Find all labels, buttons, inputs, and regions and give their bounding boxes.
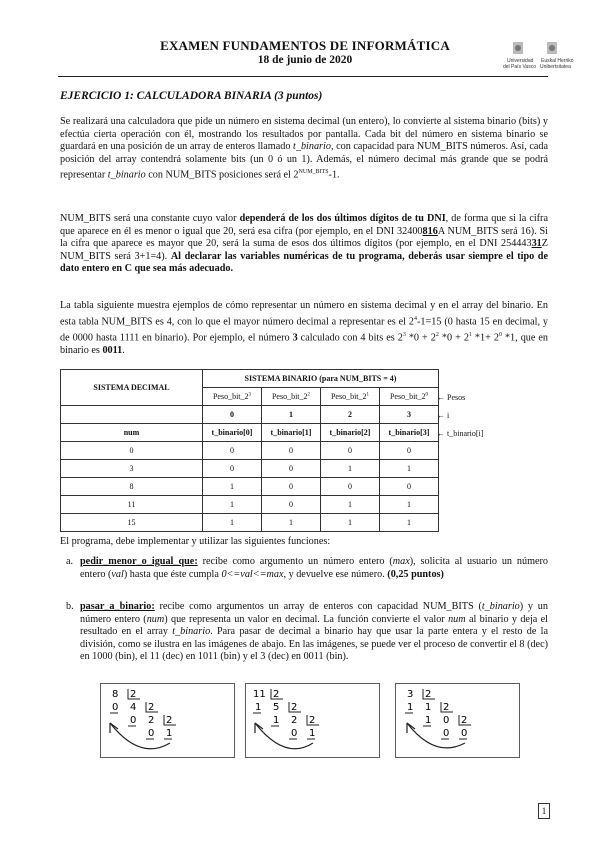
div11-d1: 2 (291, 702, 298, 713)
p1-g: -1. (328, 169, 340, 181)
item-b-t5: . Para pasar de decimal a binario hay que usar la parte entera y el resto de la división, como se ilustra en las imágenes de abajo. En las imágenes, se puede ver el proceso de convertir el 8 (dec) en 1000 (bin), el 11 (dec) en 1011 (bin) y el 3 (dec) en 0011 (bin). (80, 626, 548, 663)
p2-a: NUM_BITS será una constante cuyo valor (60, 213, 240, 224)
item-a-points: (0,25 puntos) (387, 568, 444, 580)
col-header: t_binario[3] (380, 424, 439, 442)
div3-n2: 0 (443, 715, 450, 726)
paragraph-num-bits (60, 213, 548, 276)
item-b-num: num (146, 613, 165, 625)
p2-c: , de forma que si la cifra que aparece en él es menor o igual que 20, será esa cifra (por ejemplo, en el DNI 32400 (60, 213, 548, 237)
div8-n2: 2 (148, 715, 155, 726)
p2-h: Al declarar las variables numéricas de tu programa, deberás usar siempre el tipo de dato entero en C que sea más adecuado. (60, 250, 548, 275)
div11-arrow-icon (255, 723, 316, 749)
table-row (61, 460, 439, 478)
university-logo (493, 40, 593, 70)
p1-f: NUM_BITS (298, 169, 329, 176)
div3-n1: 1 (425, 702, 432, 713)
num-cell: 8 (61, 478, 203, 496)
table-row (61, 514, 439, 532)
bit-cell: 0 (203, 460, 262, 478)
p1-a: Se realizará una calculadora que pide un número en sistema decimal (un entero), lo convierte al sistema binario (bits) y efectúa cierta operación con él, mostrando los resultados por pantalla. Cada bit del número en sistema binario se guardará en una posición de un array de enteros llamado (60, 116, 548, 153)
empty-cell (61, 406, 203, 424)
weight-cell (203, 388, 262, 406)
logo-text-4: Unibertsitatea (540, 64, 571, 70)
weight-exp: 0 (425, 392, 429, 398)
item-a-val: val (111, 568, 124, 580)
bit-cell: 1 (380, 496, 439, 514)
div8-n1: 4 (130, 702, 137, 713)
div11-n0: 11 (253, 689, 266, 700)
weight-exp: 1 (366, 392, 370, 398)
division-diagram-3 (395, 683, 520, 758)
exercise-title: EJERCICIO 1: CALCULADORA BINARIA (3 puntos) (60, 90, 323, 102)
bit-cell: 1 (321, 514, 380, 532)
p3-f: *0 + 2 (438, 331, 469, 343)
div8-r1: 0 (130, 715, 137, 726)
div8-d2: 2 (166, 715, 173, 726)
header-divider (58, 76, 548, 77)
logo-text-1: Universidad (507, 58, 534, 64)
div11-d2: 2 (309, 715, 316, 726)
div8-arrow-icon (110, 723, 173, 749)
item-b-t1: recibe como argumentos un array de enteros con capacidad NUM_BITS ( (154, 601, 482, 612)
div3-n3: 0 (461, 728, 468, 739)
div8-r2: 0 (148, 728, 155, 739)
p3-i: 0011 (102, 344, 123, 356)
item-a-t1: recibe como argumento un número entero ( (197, 556, 393, 567)
p3-s0: 0 (498, 331, 502, 338)
division-diagram-11 (245, 683, 380, 758)
num-cell: 0 (61, 442, 203, 460)
table-row (61, 442, 439, 460)
p2-b: dependerá de los dos últimos dígitos de tu DNI (239, 213, 446, 224)
bit-cell: 0 (262, 478, 321, 496)
div3-underlines (405, 713, 467, 739)
bit-cell: 1 (321, 460, 380, 478)
weight-cell (380, 388, 439, 406)
item-b-t2: ) y un número entero ( (80, 601, 548, 625)
logo-emblem-icon (493, 40, 593, 58)
div3-arrow-icon (407, 723, 468, 748)
div8-d0: 2 (130, 689, 137, 700)
p3-s1: 1 (468, 331, 472, 338)
bit-cell: 1 (203, 496, 262, 514)
item-a-t2: ), solicita al usuario un número entero ( (80, 556, 548, 580)
bit-cell: 0 (262, 442, 321, 460)
div11-r0: 1 (255, 702, 262, 713)
p3-a: La tabla siguiente muestra ejemplos de cómo representar un número en sistema decimal y en el array del binario. En esta tabla NUM_BITS es 4, con lo que el mayor número decimal a representar es el 2 (60, 300, 548, 327)
num-cell: 3 (61, 460, 203, 478)
item-b-tb2: t_binario (172, 626, 211, 638)
table-row (61, 478, 439, 496)
item-b-tb1: t_binario (481, 601, 520, 612)
div11-n1: 5 (273, 702, 280, 713)
p3-d: calculado con 4 bits es 2 (297, 331, 403, 343)
item-b-t3: ) que representa un valor en decimal. La función convierte el valor (164, 613, 449, 625)
bit-cell: 0 (321, 442, 380, 460)
bit-cell: 1 (203, 478, 262, 496)
header-sys-dec: SISTEMA DECIMAL (61, 370, 203, 406)
bit-cell: 0 (262, 496, 321, 514)
div8-n3: 1 (166, 728, 173, 739)
p3-s2: 2 (435, 331, 439, 338)
weight-cell (321, 388, 380, 406)
weight-label: Peso_bit_2 (330, 392, 367, 401)
paragraph-table-intro (60, 300, 548, 357)
num-cell: 11 (61, 496, 203, 514)
p1-c: , con capacidad para NUM_BITS números. Así, cada posición del array contendrá solamente bits (un 0 ó un 1). Además, el número decimal más grande que se podrá representar (60, 141, 548, 181)
side-label-index: ← i (437, 411, 450, 420)
bit-cell: 0 (262, 460, 321, 478)
div11-n2: 2 (291, 715, 298, 726)
item-b-letter: b. (66, 601, 74, 612)
p3-c: 3 (292, 331, 298, 343)
p3-g: *1+ 2 (471, 331, 499, 343)
p3-a-sup: 4 (414, 315, 418, 322)
div3-d0: 2 (425, 689, 432, 700)
p2-d: 816 (422, 225, 438, 237)
side-label-tbinario: ← t_binario[i] (437, 429, 484, 438)
side-label-pesos: ← Pesos (437, 393, 466, 402)
p3-e: *0 + 2 (405, 331, 436, 343)
weight-exp: 2 (307, 392, 311, 398)
div8-underlines (110, 713, 172, 739)
page-number: 1 (538, 803, 550, 819)
p1-b: t_binario (293, 141, 331, 153)
num-cell: 15 (61, 514, 203, 532)
paragraph-intro (60, 116, 548, 182)
col-header: t_binario[2] (321, 424, 380, 442)
div3-d2: 2 (461, 715, 468, 726)
col-header: t_binario[1] (262, 424, 321, 442)
index-cell: 1 (262, 406, 321, 424)
bit-cell: 1 (203, 514, 262, 532)
function-item-b (66, 601, 549, 664)
p2-g: Z NUM_BITS será 3+1=4). (60, 238, 548, 262)
div11-underlines (253, 713, 315, 739)
functions-intro: El programa, debe implementar y utilizar las siguientes funciones: (60, 536, 331, 547)
binary-table (60, 369, 439, 532)
div8-n0: 8 (112, 689, 119, 700)
bit-cell: 0 (380, 478, 439, 496)
p3-s3: 3 (402, 331, 406, 338)
bit-cell: 1 (321, 496, 380, 514)
weight-label: Peso_bit_2 (389, 392, 426, 401)
item-a-name: pedir_menor_o_igual_que: (80, 556, 198, 567)
bit-cell: 0 (321, 478, 380, 496)
weight-label: Peso_bit_2 (271, 392, 308, 401)
div3-r2: 0 (443, 728, 450, 739)
weight-cell (262, 388, 321, 406)
p3-b: -1=15 (0 hasta 15 en decimal, y de 0000 hasta 1111 en binario). Por ejemplo, el número (60, 315, 548, 343)
p3-h: *1, que en binario es (60, 331, 549, 356)
div3-n0: 3 (407, 689, 414, 700)
div11-n3: 1 (309, 728, 316, 739)
div8-r0: 0 (112, 702, 119, 713)
exam-date: 18 de junio de 2020 (257, 54, 353, 66)
p2-e: A NUM_BITS será 16). Si la cifra que aparece es mayor que 20, será la suma de esos dos últimos dígitos (por ejemplo, en el DNI 254443 (60, 225, 548, 250)
div11-r2: 0 (291, 728, 298, 739)
item-a-max: max (392, 556, 410, 567)
header-sys-bin: SISTEMA BINARIO (para NUM_BITS = 4) (203, 370, 439, 388)
p3-j: . (122, 344, 125, 356)
p2-f: 31 (531, 238, 542, 250)
num-header: num (61, 424, 203, 442)
index-cell: 0 (203, 406, 262, 424)
div8-d1: 2 (148, 702, 155, 713)
bit-cell: 0 (380, 442, 439, 460)
p1-e: con NUM_BITS posiciones será el 2 (145, 169, 299, 181)
bit-cell: 1 (262, 514, 321, 532)
bit-cell: 1 (380, 514, 439, 532)
weight-exp: 3 (248, 392, 252, 398)
div3-d1: 2 (443, 702, 450, 713)
item-a-t3: ) hasta que éste cumpla (123, 568, 222, 580)
logo-text-2: del País Vasco (503, 64, 536, 70)
division-diagram-8 (100, 683, 235, 758)
item-b-num2: num (448, 613, 466, 625)
item-b-name: pasar_a_binario: (80, 601, 155, 612)
div11-r1: 1 (273, 715, 280, 726)
col-header: t_binario[0] (203, 424, 262, 442)
bit-cell: 0 (203, 442, 262, 460)
item-a-cond: 0<=val<=max (221, 568, 284, 580)
logo-text-3: Euskal Herriko (541, 58, 574, 64)
div3-r0: 1 (407, 702, 414, 713)
index-cell: 2 (321, 406, 380, 424)
item-a-t4: , y devuelve ese número. (283, 568, 388, 580)
index-cell: 3 (380, 406, 439, 424)
weight-label: Peso_bit_2 (212, 392, 249, 401)
div11-d0: 2 (273, 689, 280, 700)
p1-d: t_binario (107, 169, 146, 181)
item-a-letter: a. (66, 556, 74, 567)
exam-title: EXAMEN FUNDAMENTOS DE INFORMÁTICA (160, 38, 450, 53)
bit-cell: 1 (380, 460, 439, 478)
item-b-t4: al binario y deja el resultado en el array (80, 613, 549, 638)
function-item-a (66, 556, 548, 581)
div3-r1: 1 (425, 715, 432, 726)
table-row (61, 496, 439, 514)
